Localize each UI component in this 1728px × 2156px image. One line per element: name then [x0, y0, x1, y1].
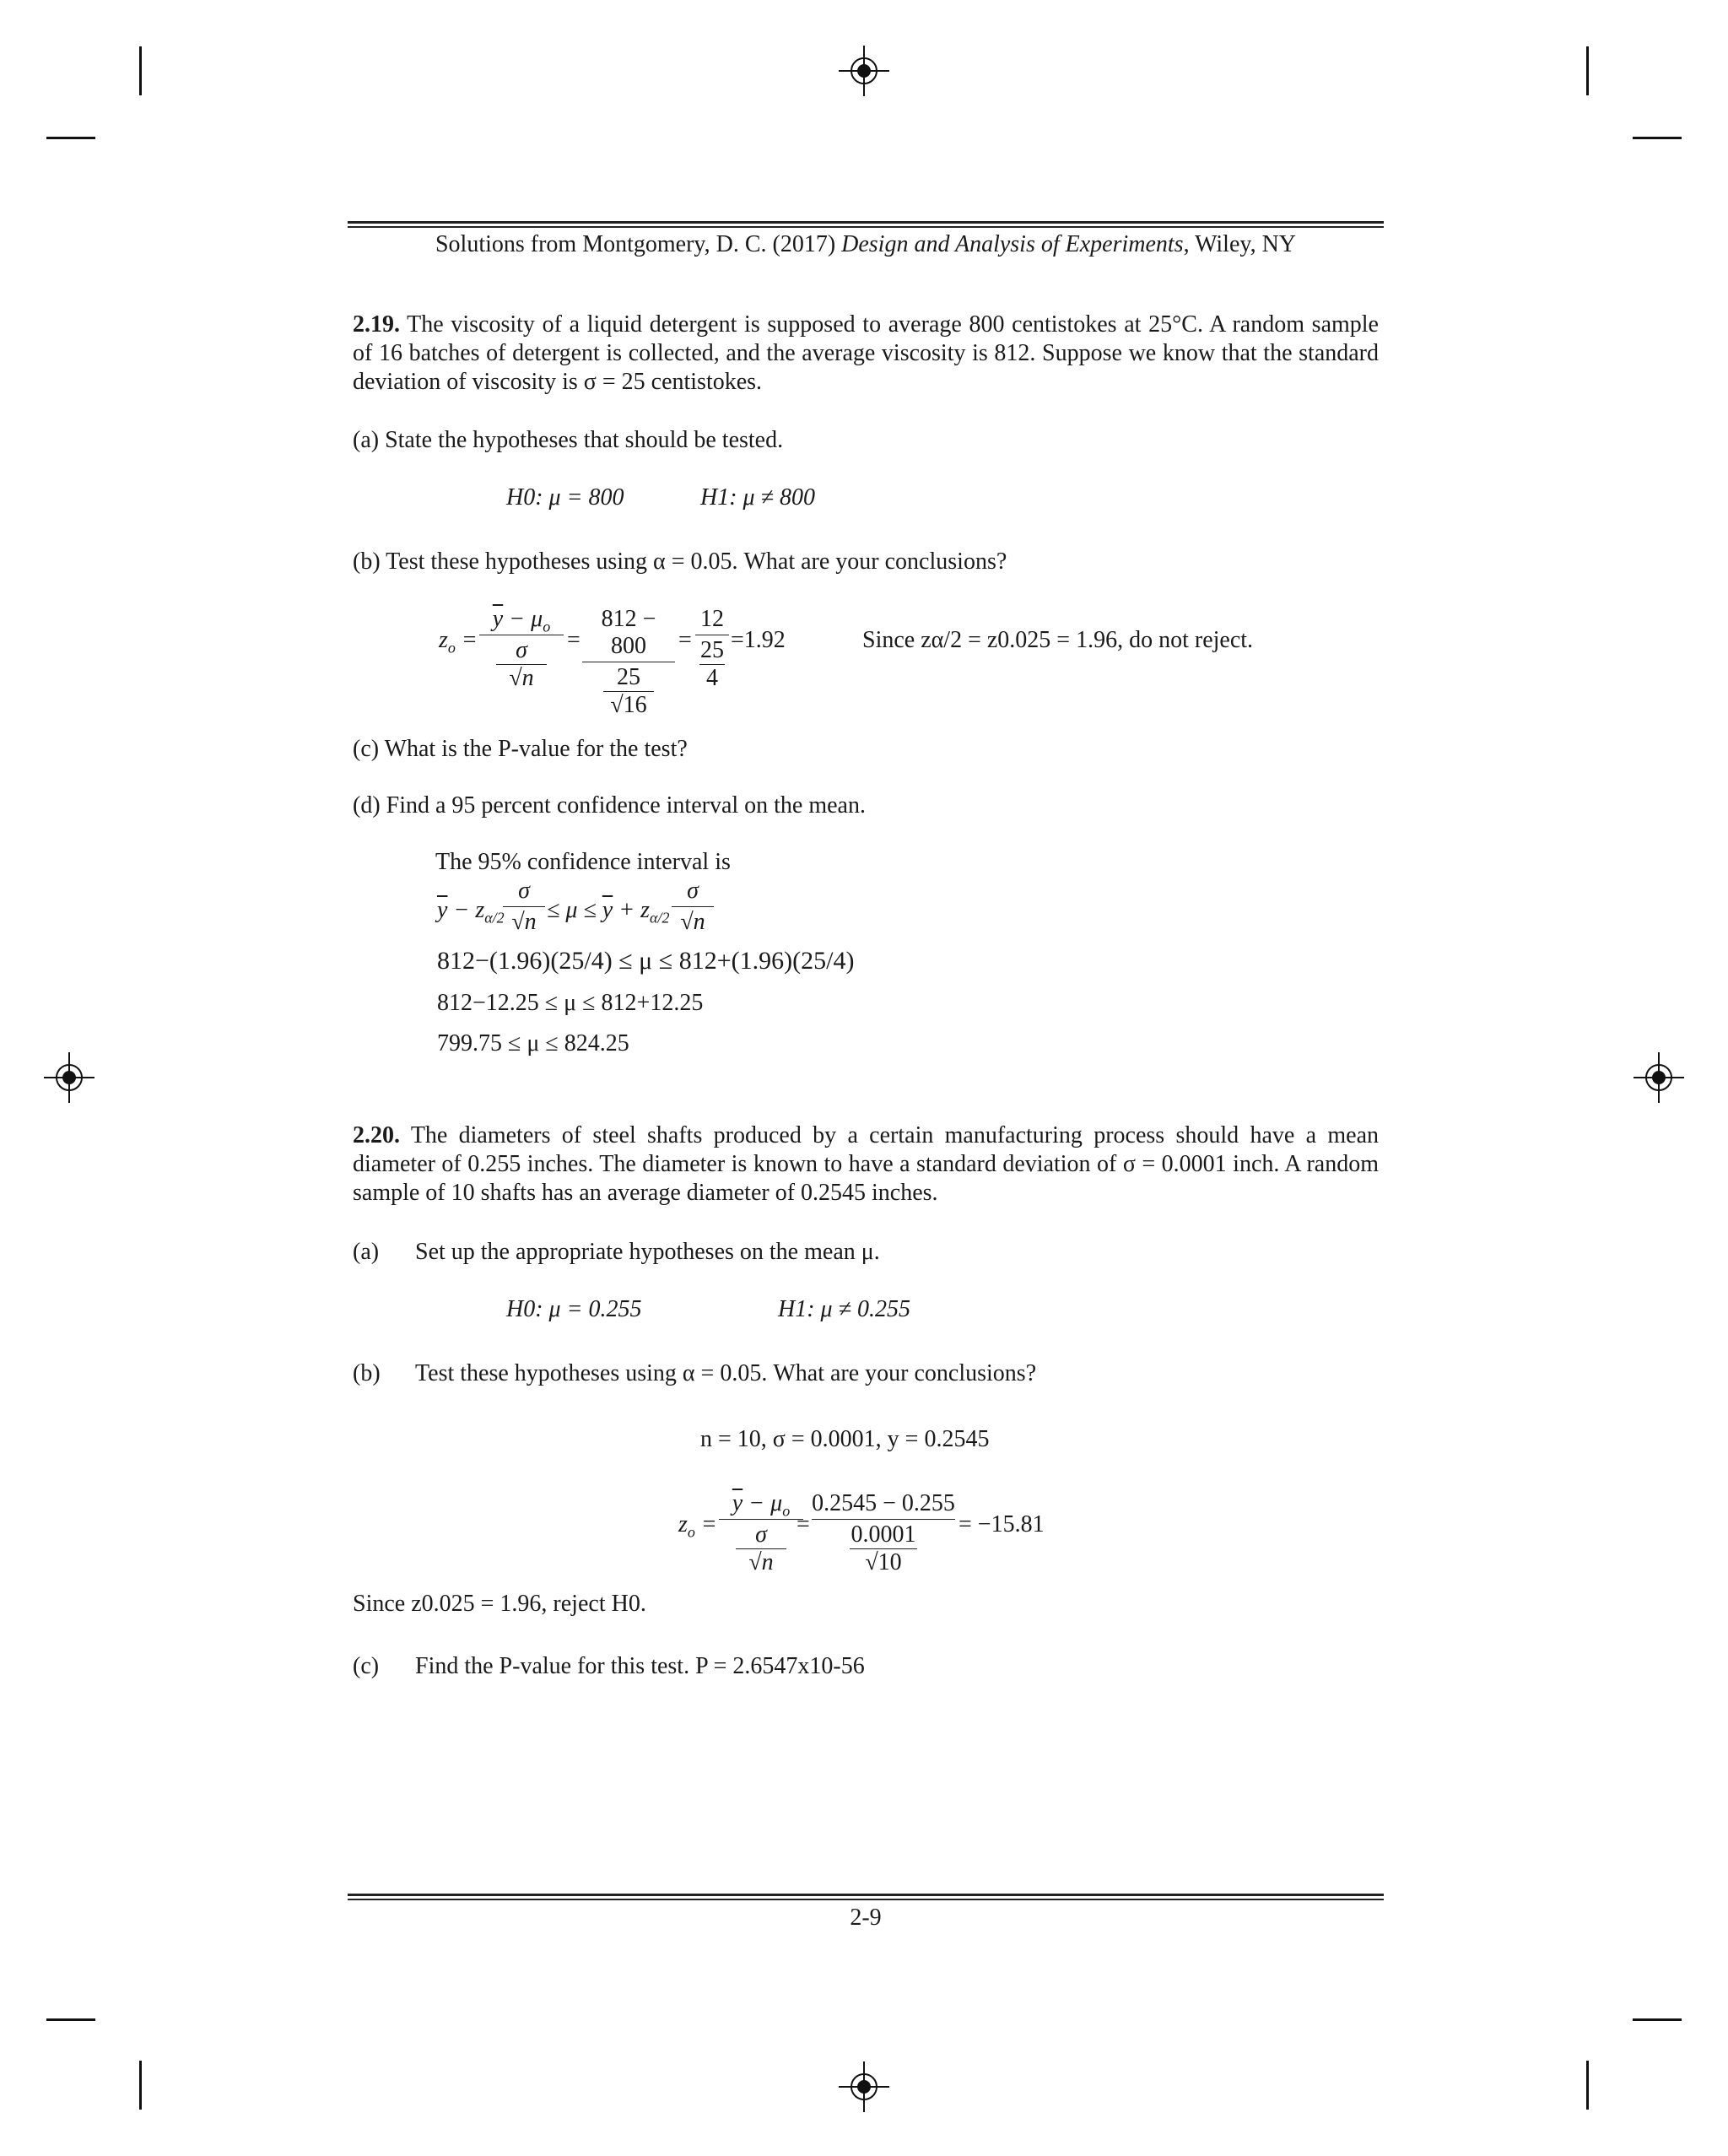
test-statistic-result: =1.92 [731, 627, 786, 653]
formula-fraction: 12 25 4 [695, 606, 729, 692]
crop-mark [1633, 2018, 1682, 2021]
part-b-question: Test these hypotheses using α = 0.05. What are your conclusions? [415, 1360, 1037, 1386]
page-number: 2-9 [850, 1905, 882, 1931]
crop-mark [139, 2061, 142, 2110]
test-statistic-result: = −15.81 [958, 1511, 1045, 1537]
header-rule [348, 226, 1384, 228]
footer-rule [348, 1894, 1384, 1896]
ci-step: 812−(1.96)(25/4) ≤ μ ≤ 812+(1.96)(25/4) [437, 947, 855, 975]
registration-mark-icon [44, 1052, 94, 1103]
ci-result: 799.75 ≤ μ ≤ 824.25 [437, 1030, 629, 1056]
conclusion: Since zα/2 = z0.025 = 1.96, do not reject. [862, 627, 1254, 653]
formula-fraction: σ √n [503, 878, 545, 936]
header-rule [348, 221, 1384, 224]
problem-number: 2.19. [353, 311, 400, 338]
formula-fraction: 0.2545 − 0.255 0.0001 √10 [812, 1490, 955, 1575]
crop-mark [1586, 46, 1589, 95]
problem-number: 2.20. [353, 1122, 400, 1148]
part-label: (a) [353, 1239, 380, 1265]
formula-fraction: $\overline{y} - \mu_o$ σ √n [479, 606, 564, 692]
part-b-question: (b) Test these hypotheses using α = 0.05. What are your conclusions? [353, 548, 1007, 575]
equals-sign: = [796, 1511, 810, 1537]
part-c-question: Find the P-value for this test. P = 2.6547x10-56 [415, 1653, 865, 1679]
given-values: n = 10, σ = 0.0001, y = 0.2545 [700, 1426, 990, 1452]
problem-statement: 2.19. The viscosity of a liquid detergent is supposed to average 800 centistokes at 25°C. A random sample of 16 batches of detergent is collected, and the average viscosity is 812. Suppose we know that the standard deviation of viscosity is σ = 25 centistokes. [353, 311, 1379, 395]
ci-step: 812−12.25 ≤ μ ≤ 812+12.25 [437, 990, 704, 1016]
footer-rule [348, 1899, 1384, 1900]
part-a-question: Set up the appropriate hypotheses on the mean μ. [415, 1239, 880, 1265]
formula-lhs: $z_o$ = [678, 1511, 717, 1541]
problem-statement: 2.20. The diameters of steel shafts produced by a certain manufacturing process should have a mean diameter of 0.255 inches. The diameter is known to have a standard deviation of σ = 0.0001 inch. A random sample of 10 shafts has an average diameter of 0.2545 inches. [353, 1122, 1379, 1206]
crop-mark [46, 2018, 95, 2021]
part-a-question: (a) State the hypotheses that should be tested. [353, 427, 784, 453]
null-hypothesis: H0: μ = 0.255 [506, 1296, 642, 1322]
formula-fraction: σ √n [672, 878, 714, 936]
alternative-hypothesis: H1: μ ≠ 800 [700, 484, 815, 511]
running-header: Solutions from Montgomery, D. C. (2017) Design and Analysis of Experiments, Wiley, NY [435, 231, 1297, 257]
part-label: (b) [353, 1360, 381, 1386]
conclusion: Since z0.025 = 1.96, reject H0. [353, 1591, 646, 1617]
registration-mark-icon [839, 2061, 889, 2112]
crop-mark [1586, 2061, 1589, 2110]
formula-fraction: $\overline{y} - \mu_o$ σ √n [719, 1490, 803, 1576]
equals-sign: = [567, 627, 580, 653]
crop-mark [139, 46, 142, 95]
null-hypothesis: H0: μ = 800 [506, 484, 624, 511]
part-c-question: (c) What is the P-value for the test? [353, 736, 688, 762]
crop-mark [46, 137, 95, 139]
equals-sign: = [678, 627, 692, 653]
formula-lhs: $z_o$ = [439, 627, 478, 657]
ci-formula: ≤ $\mu \le \overline{y} + z_{\alpha/2}$ [547, 897, 670, 927]
formula-fraction: 812 − 800 25 √16 [582, 606, 675, 719]
alternative-hypothesis: H1: μ ≠ 0.255 [778, 1296, 910, 1322]
crop-mark [1633, 137, 1682, 139]
part-d-question: (d) Find a 95 percent confidence interval on the mean. [353, 792, 866, 819]
ci-intro: The 95% confidence interval is [435, 849, 731, 875]
registration-mark-icon [1634, 1052, 1684, 1103]
registration-mark-icon [839, 46, 889, 96]
part-label: (c) [353, 1653, 380, 1679]
ci-formula: $\overline{y} - z_{\alpha/2}$ [437, 897, 505, 927]
